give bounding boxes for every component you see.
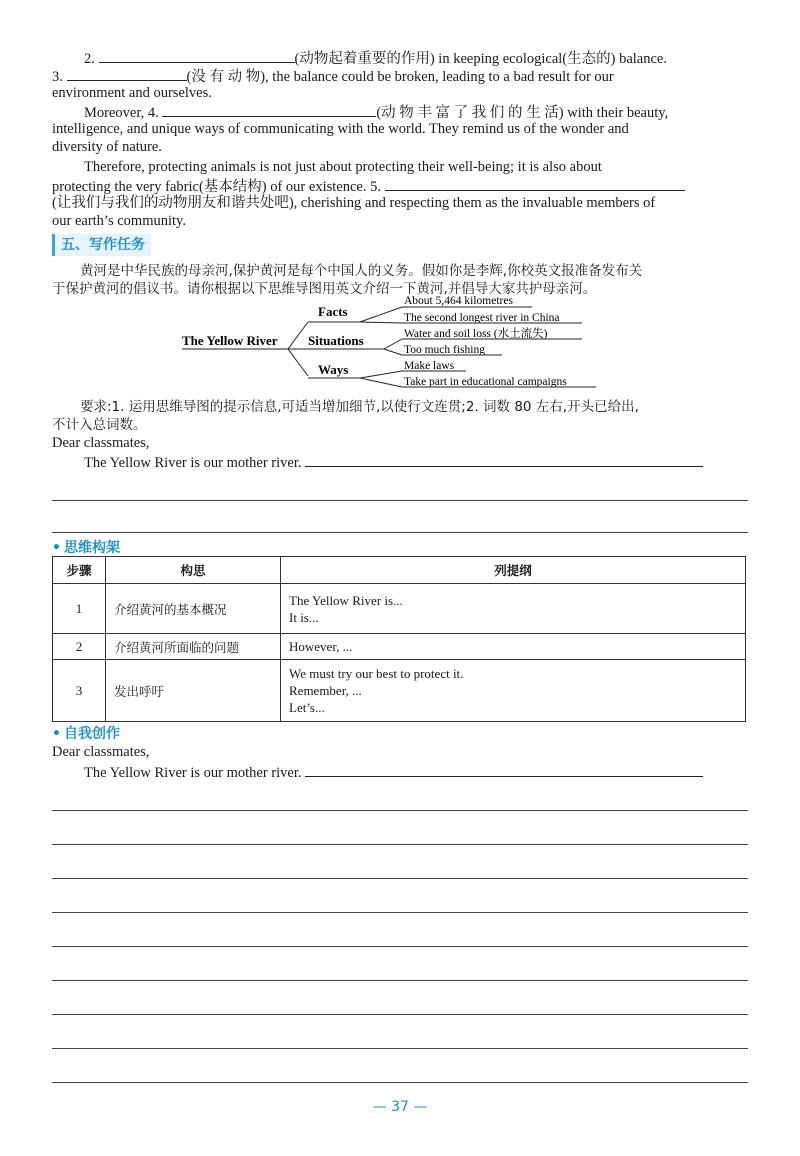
creation-title: [52, 723, 120, 743]
writing-line[interactable]: [305, 762, 703, 777]
step-cell: 1: [53, 584, 106, 634]
way-item: Make laws: [404, 360, 455, 372]
letter-greeting: Dear classmates,: [52, 435, 150, 451]
blank-3[interactable]: [67, 66, 187, 81]
writing-line[interactable]: [52, 810, 748, 811]
situation-item: Too much fishing: [404, 344, 485, 356]
fact-item: About 5,464 kilometres: [404, 295, 513, 307]
blank-5[interactable]: [385, 176, 685, 191]
branch-facts: Facts: [318, 304, 348, 319]
blank-number-2: 2.: [84, 51, 95, 67]
creation-opening: The Yellow River is our mother river.: [84, 765, 302, 781]
creation-greeting: Dear classmates,: [52, 744, 150, 760]
passage-line-5: [52, 176, 748, 196]
hint-3: (没 有 动 物),: [186, 69, 269, 85]
branch-ways: Ways: [318, 362, 349, 377]
table-row: [53, 584, 746, 634]
writing-line[interactable]: [52, 946, 748, 947]
step-cell: 2: [53, 634, 106, 660]
section-title: 五、写作任务: [52, 234, 151, 256]
letter-opening: The Yellow River is our mother river.: [84, 455, 302, 471]
step-cell: 3: [53, 660, 106, 722]
passage-text: environment and ourselves.: [52, 85, 212, 101]
table-row: [53, 634, 746, 660]
framework-title: [52, 537, 120, 557]
writing-line[interactable]: [52, 844, 748, 845]
passage-text: our earth’s community.: [52, 213, 186, 229]
passage-text: Therefore, protecting animals is not just about protecting their well-being; it is also about: [84, 159, 602, 175]
header-outline: 列提纲: [281, 557, 746, 584]
outline-cell: [281, 634, 746, 660]
passage-line-4: [52, 102, 748, 122]
writing-line[interactable]: [52, 500, 748, 501]
blank-2[interactable]: [99, 48, 295, 63]
creation-opening-line: [84, 762, 748, 782]
blank-number-4: Moreover, 4.: [84, 105, 159, 121]
header-step: 步骤: [53, 557, 106, 584]
idea-cell: 介绍黄河的基本概况: [106, 584, 281, 634]
outline-line: Let’s...: [289, 700, 325, 715]
writing-line[interactable]: [52, 1014, 748, 1015]
passage-text: in keeping ecological(生态的) balance.: [438, 51, 667, 67]
bullet-dot-icon: •: [52, 540, 61, 556]
hint-2: (动物起着重要的作用): [294, 51, 435, 67]
situation-item: Water and soil loss (水土流失): [404, 328, 548, 340]
fact-item: The second longest river in China: [404, 312, 560, 324]
idea-cell: 发出呼吁: [106, 660, 281, 722]
requirements: 要求:1. 运用思维导图的提示信息,可适当增加细节,以使行文连贯;2. 词数 80 左右,开头已给出,: [80, 399, 639, 415]
writing-line[interactable]: [52, 878, 748, 879]
writing-line[interactable]: [52, 1082, 748, 1083]
task-prompt: 黄河是中华民族的母亲河,保护黄河是每个中国人的义务。假如你是李辉,你校英文报准备发布关: [80, 263, 643, 279]
idea-cell: 介绍黄河所面临的问题: [106, 634, 281, 660]
requirements: 不计入总词数。: [52, 417, 147, 433]
task-prompt: 于保护黄河的倡议书。请你根据以下思维导图用英文介绍一下黄河,并倡导大家共护母亲河。: [52, 281, 597, 297]
way-item: Take part in educational campaigns: [404, 376, 567, 388]
passage-text: diversity of nature.: [52, 139, 162, 155]
writing-line[interactable]: [52, 980, 748, 981]
outline-cell: [281, 584, 746, 634]
writing-line[interactable]: [52, 1048, 748, 1049]
framework-title-text: 思维构架: [63, 540, 120, 556]
mind-map-center: The Yellow River: [182, 333, 278, 348]
writing-line[interactable]: [305, 452, 703, 467]
passage-text: the balance could be broken, leading to a bad result for our: [272, 69, 614, 85]
creation-title-text: 自我创作: [63, 726, 120, 742]
blank-number-5: protecting the very fabric(基本结构) of our existence. 5.: [52, 179, 381, 195]
page-number: — 37 —: [372, 1099, 428, 1115]
outline-line: It is...: [289, 609, 319, 625]
outline-line: We must try our best to protect it.: [289, 666, 464, 681]
framework-table: [52, 556, 746, 722]
table-row: [53, 660, 746, 722]
hint-4: (动 物 丰 富 了 我 们 的 生 活): [376, 105, 564, 121]
branch-situations: Situations: [308, 333, 364, 348]
outline-line: The Yellow River is...: [289, 592, 403, 608]
passage-text: (让我们与我们的动物朋友和谐共处吧), cherishing and respecting them as the invaluable members of: [52, 195, 656, 211]
outline-line: Remember, ...: [289, 683, 362, 698]
table-header-row: [53, 557, 746, 584]
outline-line: However, ...: [289, 639, 353, 654]
passage-text: intelligence, and unique ways of communicating with the world. They remind us of the wonder and: [52, 121, 629, 137]
bullet-dot-icon: •: [52, 726, 61, 742]
writing-line[interactable]: [52, 532, 748, 533]
passage-line-3: [52, 66, 748, 86]
letter-opening-line: [84, 452, 748, 472]
blank-number-3: 3.: [52, 69, 63, 85]
mind-map: [170, 292, 610, 392]
passage-text: with their beauty,: [567, 105, 669, 121]
passage-line-2: [52, 48, 748, 68]
outline-cell: [281, 660, 746, 722]
header-idea: 构思: [106, 557, 281, 584]
writing-line[interactable]: [52, 912, 748, 913]
blank-4[interactable]: [162, 102, 376, 117]
